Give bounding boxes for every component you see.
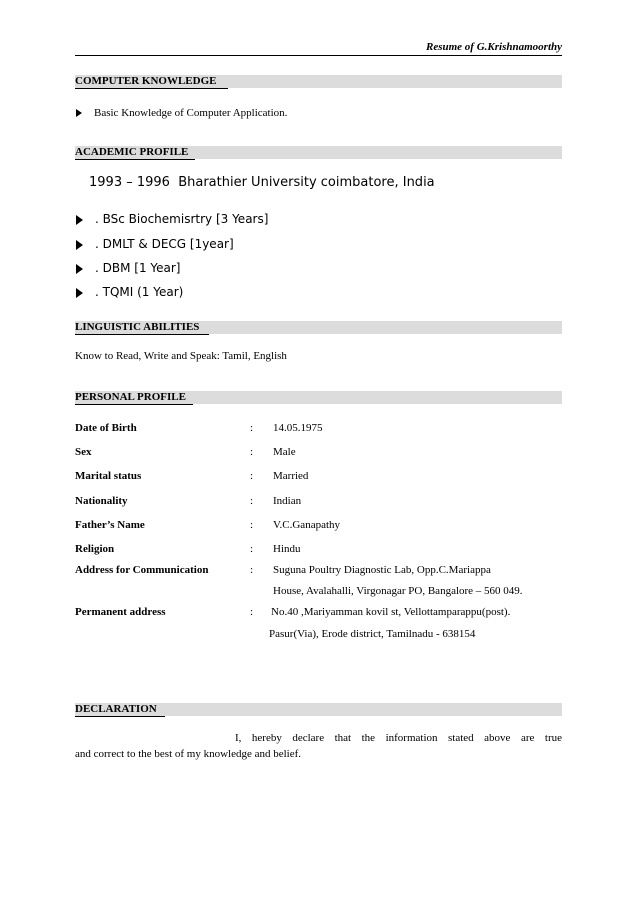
section-heading-computer: COMPUTER KNOWLEDGE — [75, 75, 562, 88]
academic-years: 1993 – 1996 — [89, 175, 170, 190]
colon: : — [250, 470, 254, 482]
colon: : — [250, 564, 254, 576]
section-heading-declaration: DECLARATION — [75, 703, 562, 716]
colon: : — [250, 446, 254, 458]
academic-summary — [89, 175, 435, 190]
label-sex: Sex — [75, 446, 92, 458]
section-heading-academic: ACADEMIC PROFILE — [75, 146, 562, 159]
colon: : — [250, 422, 254, 434]
value-religion: Hindu — [273, 543, 301, 555]
value-fathers-name: V.C.Ganapathy — [273, 519, 341, 531]
value-sex: Male — [273, 446, 296, 458]
colon: : — [250, 543, 254, 555]
label-permanent-address: Permanent address — [75, 606, 166, 618]
value-marital-status: Married — [273, 470, 309, 482]
label-fathers-name: Father’s Name — [75, 519, 145, 531]
academic-item: . DBM [1 Year] — [76, 261, 181, 275]
value-nationality: Indian — [273, 495, 302, 507]
label-religion: Religion — [75, 543, 115, 555]
arrow-bullet-icon — [76, 264, 83, 274]
arrow-bullet-icon — [76, 215, 83, 225]
declaration-line1: I, hereby declare that the information stated above are true — [235, 732, 562, 744]
label-date-of-birth: Date of Birth — [75, 422, 137, 434]
colon: : — [250, 519, 254, 531]
arrow-bullet-icon — [76, 109, 82, 117]
colon: : — [250, 606, 254, 618]
academic-item: . TQMI (1 Year) — [76, 285, 183, 299]
value-permanent-line2: Pasur(Via), Erode district, Tamilnadu - 638154 — [269, 628, 476, 640]
academic-item: . BSc Biochemisrtry [3 Years] — [76, 212, 268, 226]
computer-item: Basic Knowledge of Computer Application. — [76, 106, 287, 120]
page-header — [75, 41, 562, 56]
arrow-bullet-icon — [76, 288, 83, 298]
label-address-communication: Address for Communication — [75, 564, 209, 576]
academic-item: . DMLT & DECG [1year] — [76, 237, 234, 251]
section-heading-personal: PERSONAL PROFILE — [75, 391, 562, 404]
academic-institution: Bharathier University coimbatore, India — [178, 175, 435, 190]
colon: : — [250, 495, 254, 507]
value-address-line1: Suguna Poultry Diagnostic Lab, Opp.C.Mariappa — [273, 564, 491, 576]
label-marital-status: Marital status — [75, 470, 142, 482]
value-permanent-line1: No.40 ,Mariyamman kovil st, Vellottamparappu(post). — [271, 606, 511, 618]
linguistic-text: Know to Read, Write and Speak: Tamil, English — [75, 350, 287, 362]
declaration-line2: and correct to the best of my knowledge and belief. — [75, 748, 302, 760]
section-heading-linguistic: LINGUISTIC ABILITIES — [75, 321, 562, 334]
label-nationality: Nationality — [75, 495, 128, 507]
resume-title: Resume of G.Krishnamoorthy — [426, 41, 562, 53]
value-address-line2: House, Avalahalli, Virgonagar PO, Bangalore – 560 049. — [273, 585, 523, 597]
value-date-of-birth: 14.05.1975 — [273, 422, 323, 434]
arrow-bullet-icon — [76, 240, 83, 250]
